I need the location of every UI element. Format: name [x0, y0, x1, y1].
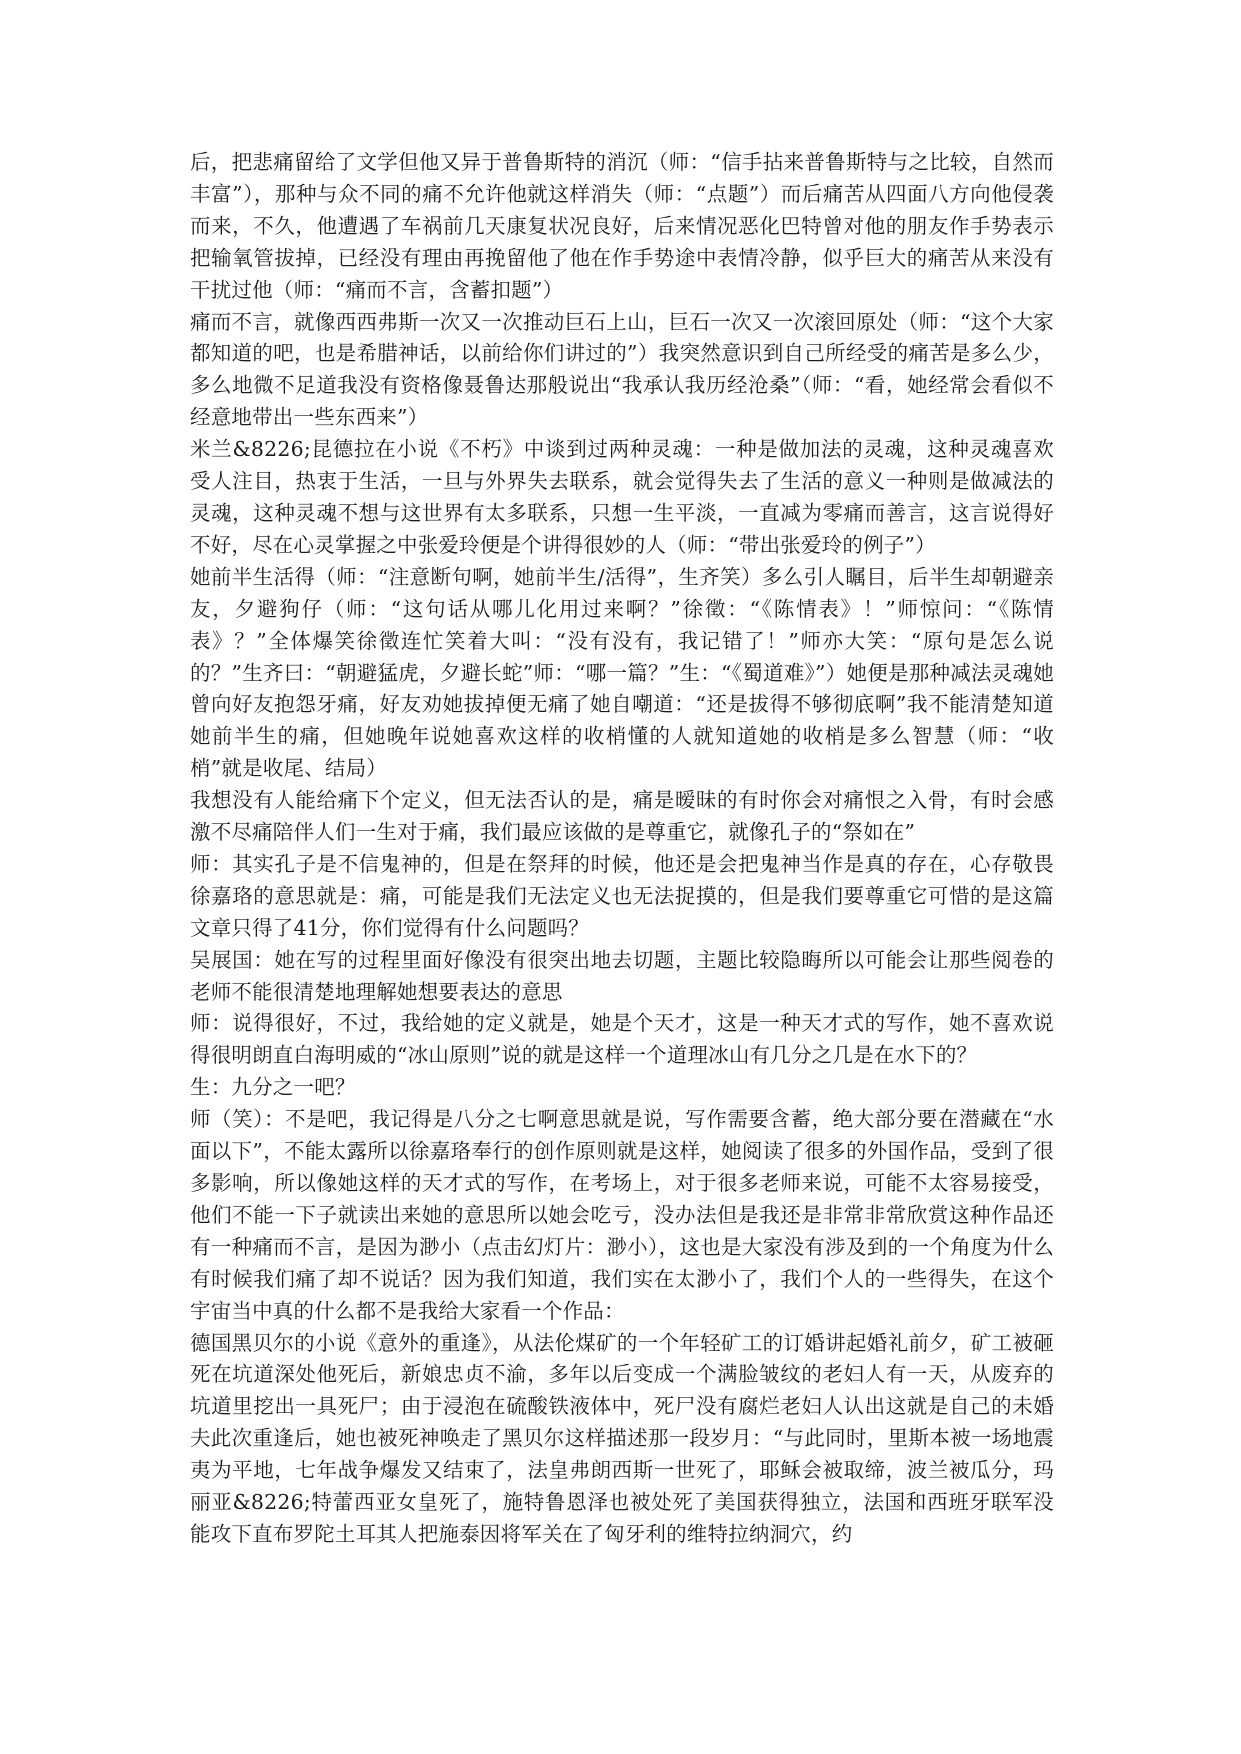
- paragraph-1: 后，把悲痛留给了文学但他又异于普鲁斯特的消沉（师：“信手拈来普鲁斯特与之比较，自然而丰富”），那种与众不同的痛不允许他就这样消失（师：“点题”）而后痛苦从四面八方向他侵袭而来，不久，他遭遇了车祸前几天康复状况良好，后来情况恶化巴特曾对他的朋友作手势表示把输氧管拔掉，已经没有理由再挽留他了他在作手势途中表情冷静，似乎巨大的痛苦从来没有干扰过他（师：“痛而不言，含蓄扣题”）: [190, 150, 1054, 302]
- paragraph-7: 吴展国：她在写的过程里面好像没有很突出地去切题，主题比较隐晦所以可能会让那些阅卷的老师不能很清楚地理解她想要表达的意思: [190, 947, 1054, 1004]
- paragraph-5: 我想没有人能给痛下个定义，但无法否认的是，痛是暧昧的有时你会对痛恨之入骨，有时会感激不尽痛陪伴人们一生对于痛，我们最应该做的是尊重它，就像孔子的“祭如在”: [190, 788, 1054, 845]
- paragraph-11: 德国黑贝尔的小说《意外的重逢》，从法伦煤矿的一个年轻矿工的订婚讲起婚礼前夕，矿工被砸死在坑道深处他死后，新娘忠贞不渝，多年以后变成一个满脸皱纹的老妇人有一天，从废弃的坑道里挖出一具死尸；由于浸泡在硫酸铁液体中，死尸没有腐烂老妇人认出这就是自己的未婚夫此次重逢后，她也被死神唤走了黑贝尔这样描述那一段岁月：“与此同时，里斯本被一场地震夷为平地，七年战争爆发又结束了，法皇弗朗西斯一世死了，耶稣会被取缔，波兰被瓜分，玛丽亚&8226;特蕾西亚女皇死了，施特鲁恩泽也被处死了美国获得独立，法国和西班牙联军没能攻下直布罗陀土耳其人把施泰因将军关在了匈牙利的维特拉纳洞穴，约: [190, 1330, 1054, 1546]
- paragraph-4: 她前半生活得（师：“注意断句啊，她前半生/活得”，生齐笑）多么引人瞩目，后半生却朝避亲友，夕避狗仔（师：“这句话从哪儿化用过来啊？”徐徵：“《陈情表》！”师惊问：“《陈情表》？”全体爆笑徐徵连忙笑着大叫：“没有没有，我记错了！”师亦大笑：“原句是怎么说的？”生齐曰：“朝避猛虎，夕避长蛇”师：“哪一篇？”生：“《蜀道难》”）她便是那种减法灵魂她曾向好友抱怨牙痛，好友劝她拔掉便无痛了她自嘲道：“还是拔得不够彻底啊”我不能清楚知道她前半生的痛，但她晚年说她喜欢这样的收梢懂的人就知道她的收梢是多么智慧（师：“收梢”就是收尾、结局）: [190, 564, 1054, 781]
- paragraph-6: 师：其实孔子是不信鬼神的，但是在祭拜的时候，他还是会把鬼神当作是真的存在，心存敬畏徐嘉珞的意思就是：痛，可能是我们无法定义也无法捉摸的，但是我们要尊重它可惜的是这篇文章只得了41分，你们觉得有什么问题吗？: [190, 851, 1054, 940]
- paragraph-2: 痛而不言，就像西西弗斯一次又一次推动巨石上山，巨石一次又一次滚回原处（师：“这个大家都知道的吧，也是希腊神话，以前给你们讲过的”）我突然意识到自己所经受的痛苦是多么少，多么地微不足道我没有资格像聂鲁达那般说出“我承认我历经沧桑”（师：“看，她经常会看似不经意地带出一些东西来”）: [190, 309, 1054, 430]
- paragraph-3: 米兰&8226;昆德拉在小说《不朽》中谈到过两种灵魂：一种是做加法的灵魂，这种灵魂喜欢受人注目，热衷于生活，一旦与外界失去联系，就会觉得失去了生活的意义一种则是做减法的灵魂，这种灵魂不想与这世界有太多联系，只想一生平淡，一直减为零痛而善言，这言说得好不好，尽在心灵掌握之中张爱玲便是个讲得很妙的人（师：“带出张爱玲的例子”）: [190, 437, 1054, 557]
- document-body: [190, 147, 1054, 1551]
- paragraph-8: 师：说得很好，不过，我给她的定义就是，她是个天才，这是一种天才式的写作，她不喜欢说得很明朗直白海明威的“冰山原则”说的就是这样一个道理冰山有几分之几是在水下的？: [190, 1011, 1054, 1068]
- paragraph-9: 生：九分之一吧？: [190, 1075, 356, 1100]
- paragraph-10: 师（笑）：不是吧，我记得是八分之七啊意思就是说，写作需要含蓄，绝大部分要在潜藏在“水面以下”，不能太露所以徐嘉珞奉行的创作原则就是这样，她阅读了很多的外国作品，受到了很多影响，所以像她这样的天才式的写作，在考场上，对于很多老师来说，可能不太容易接受，他们不能一下子就读出来她的意思所以她会吃亏，没办法但是我还是非常非常欣赏这种作品还有一种痛而不言，是因为渺小（点击幻灯片：渺小），这也是大家没有涉及到的一个角度为什么有时候我们痛了却不说话？因为我们知道，我们实在太渺小了，我们个人的一些得失，在这个宇宙当中真的什么都不是我给大家看一个作品：: [190, 1107, 1054, 1323]
